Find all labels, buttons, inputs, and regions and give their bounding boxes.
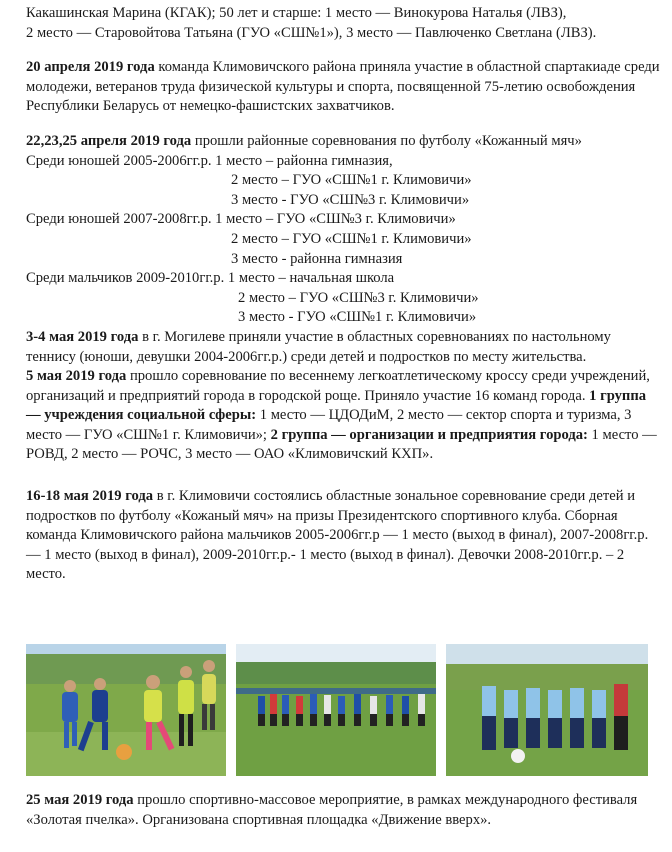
apr22-group1: Среди юношей 2005-2006гг.р. 1 место – районна гимназия,	[26, 152, 393, 169]
may5-group-1: 1 группа — учреждения социальной сферы:	[26, 387, 647, 424]
may3-paragraph	[26, 328, 662, 367]
apr22-text: прошли районные соревнования по футболу «Кожанный мяч»	[191, 132, 582, 149]
may5-text-2: 1 место — ЦДОДиМ, 2 место — сектор спорта и туризма, 3 место — ГУО «СШ№1 г. Климовичи»;	[26, 407, 632, 443]
apr20-text: команда Климовичского района приняла участие в областной спартакиаде среди молодежи, ветеранов труда физической культуры и спорта, посвященной 75-летию освобождения Республики Беларусь от немецко-фашистских захватчиков.	[26, 59, 660, 115]
document-body	[26, 4, 662, 585]
photo-team-group	[446, 644, 648, 776]
may25-text: прошло спортивно-массовое мероприятие, в рамках международного фестиваля «Золотая пчелка». Организована спортивная площадка «Движение вверх».	[26, 792, 638, 828]
may3-text: в г. Могилеве приняли участие в областных соревнованиях по настольному теннису (юноши, девушки 2004-2006гг.р.) среди детей и подростков по месту жительства.	[26, 328, 611, 365]
apr20-paragraph	[26, 58, 662, 117]
ball-icon	[116, 744, 132, 760]
may16-date: 16-18 мая 2019 года	[26, 488, 154, 505]
apr22-group2-third: 3 место - районна гимназия	[231, 250, 403, 267]
apr22-date: 22,23,25 апреля 2019 года	[26, 132, 192, 149]
may5-text-1: прошло соревнование по весеннему легкоатлетическому кроссу среди учреждений, организаций и предприятий города в городской роще. Приняло участие 16 команд города.	[26, 368, 650, 404]
may5-paragraph	[26, 367, 662, 465]
intro-line-1: Какашинская Марина (КГАК); 50 лет и старше: 1 место — Винокурова Наталья (ЛВЗ),	[26, 5, 567, 21]
photo-row	[26, 644, 656, 776]
apr22-heading	[26, 132, 662, 152]
photo-team-lineup	[236, 644, 436, 776]
ball-icon	[511, 749, 525, 763]
may5-text-3: 1 место — РОВД, 2 место — РОЧС, 3 место — ОАО «Климовичский КХП».	[26, 426, 657, 463]
may16-text: в г. Климовичи состоялись областные зональное соревнование среди детей и подростков по футболу «Кожаный мяч» на призы Президентского спортивного клуба. Сборная команда Климовичского района мальчиков 2005-2006гг.р — 1 место (выход в финал), 2007-2008гг.р. — 1 место (выход в финал), 2009-2010гг.р.- 1 место (выход в финал). Девочки 2008-2010гг.р. – 2 место.	[26, 488, 649, 583]
may25-section	[26, 791, 666, 830]
apr22-group2: Среди юношей 2007-2008гг.р. 1 место – ГУО «СШ№3 г. Климовичи»	[26, 211, 456, 228]
may25-date: 25 мая 2019 года	[26, 792, 134, 808]
may3-date: 3-4 мая 2019 года	[26, 328, 139, 345]
apr22-group2-second: 2 место – ГУО «СШ№1 г. Климовичи»	[231, 230, 472, 247]
apr20-date: 20 апреля 2019 года	[26, 59, 155, 76]
apr22-group3: Среди мальчиков 2009-2010гг.р. 1 место – начальная школа	[26, 270, 395, 287]
may25-paragraph	[26, 791, 666, 830]
may16-paragraph	[26, 487, 662, 585]
intro-line-2: 2 место — Старовойтова Татьяна (ГУО «СШ№1»), 3 место — Павлюченко Светлана (ЛВЗ).	[26, 24, 597, 41]
apr22-group1-third: 3 место - ГУО «СШ№3 г. Климовичи»	[231, 191, 470, 208]
may5-group-2: 2 группа — организации и предприятия города:	[270, 426, 588, 443]
apr22-group1-second: 2 место – ГУО «СШ№1 г. Климовичи»	[231, 172, 472, 189]
apr22-group3-third: 3 место - ГУО «СШ№1 г. Климовичи»	[238, 309, 477, 326]
apr22-group3-second: 2 место – ГУО «СШ№3 г. Климовичи»	[238, 289, 479, 306]
may5-date: 5 мая 2019 года	[26, 368, 127, 385]
photo-girls-football	[26, 644, 226, 776]
